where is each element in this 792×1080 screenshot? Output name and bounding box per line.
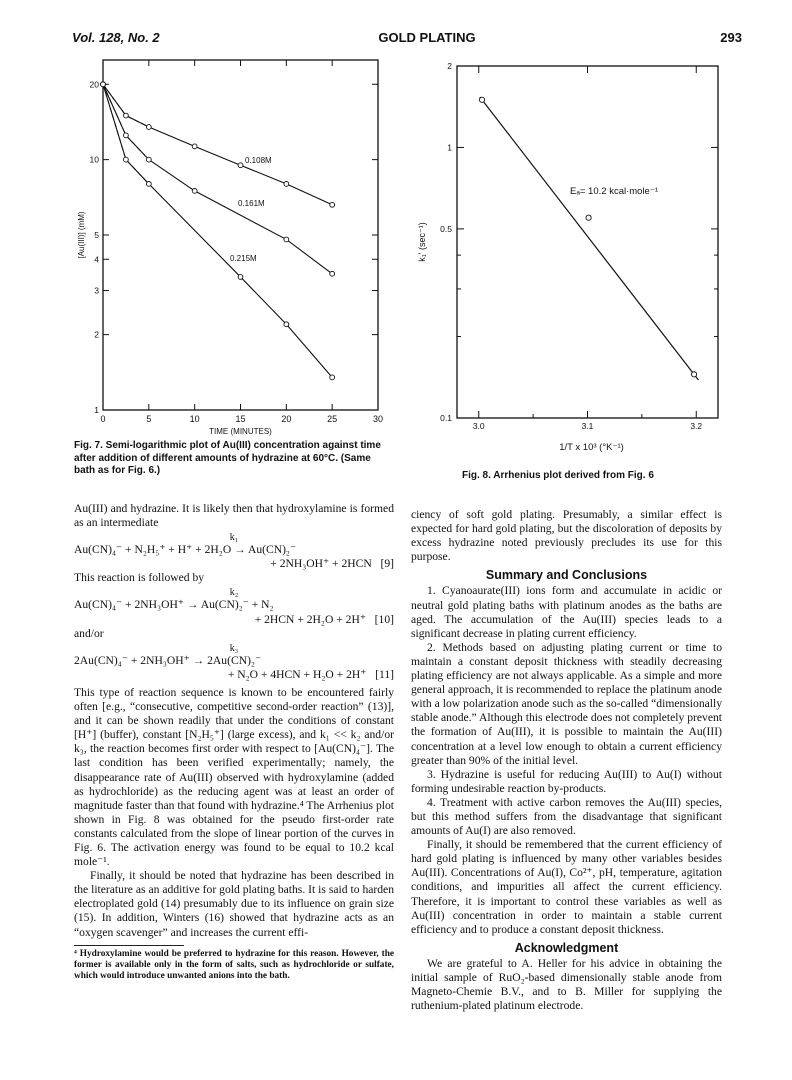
conclusion-item: 1. Cyanoaurate(III) ions form and accumulate in acidic or neutral gold plating baths with platinum anodes as the baths are aged. The accumulation of the Au(III) species leads to a significant decrease in plating current efficiency.	[411, 584, 722, 640]
figure-8-chart	[400, 48, 730, 468]
header-title: GOLD PLATING	[378, 30, 476, 45]
series-line	[103, 84, 332, 377]
equation-11-number: [11]	[375, 667, 394, 681]
plot-frame	[103, 60, 378, 410]
x-tick-label: 3.1	[581, 421, 594, 431]
y-axis-label: [Au(III)] (mM)	[77, 211, 86, 259]
data-point	[192, 189, 197, 194]
section-heading-summary: Summary and Conclusions	[485, 568, 648, 583]
y-axis-label: k₁' (sec⁻¹)	[417, 222, 427, 262]
x-axis-label: 1/T x 10³ (°K⁻¹)	[559, 442, 624, 453]
paragraph: Finally, it should be remembered that the current efficiency of hard gold plating is influenced by many other variables besides Au(III). Concentrations of Au(I), Co²⁺, pH, temperature, agitation conditions, and impurities all affect the current efficiency. Therefore, it is important to control these variables as well as Au(III) concentration in order to maintain a stable current efficiency and to produce a constant deposit thickness.	[411, 838, 722, 936]
data-point	[124, 157, 129, 162]
series-label: 0.161M	[238, 199, 265, 208]
data-point	[284, 322, 289, 327]
header-volume: Vol. 128, No. 2	[72, 30, 160, 45]
data-point	[330, 271, 335, 276]
series-line	[103, 84, 332, 205]
footnote: ⁴ Hydroxylamine would be preferred to hydrazine for this reason. However, the former is available only in the form of salts, such as hydrochloride or sulfate, which would introduce unwanted anions into the bath.	[74, 948, 394, 981]
x-tick-label: 3.2	[690, 421, 703, 431]
y-tick-label: 2	[447, 61, 452, 71]
paragraph: We are grateful to A. Heller for his advice in obtaining the initial sample of RuO₂-based dimensionally stable anode from Magneto-Chemie B.V., and to B. Miller for supplying the ruthenium-plated platinum electrode.	[411, 956, 722, 1013]
conclusion-item: 4. Treatment with active carbon removes the Au(III) species, but this method suffers from the disadvantage that significant amounts of Au(I) are also removed.	[411, 795, 722, 838]
x-tick-label: 10	[189, 414, 200, 424]
y-tick-label: 0.5	[440, 223, 452, 234]
equation-9-number: [9]	[380, 557, 394, 571]
data-point	[284, 237, 289, 242]
equation-9-line-2: + 2NH₃OH⁺ + 2HCN	[270, 557, 372, 571]
series-line	[103, 84, 332, 274]
equation-10-number: [10]	[374, 612, 394, 626]
equation-10-line-2: + 2HCN + 2H₂O + 2H⁺	[254, 612, 366, 626]
paragraph: ciency of soft gold plating. Presumably, a similar effect is expected for hard gold plating, but the discoloration of deposits by excess hydrazine noted previously precludes its use for this purpose.	[411, 508, 722, 564]
footnote-rule	[74, 945, 184, 946]
equation-11-line-2: + N₂O + 4HCN + H₂O + 2H⁺	[227, 667, 367, 681]
x-tick-label: 5	[146, 414, 152, 424]
data-point	[238, 275, 243, 280]
series-initial-dashed-line	[103, 84, 149, 159]
section-heading-acknowledgment: Acknowledgment	[514, 940, 619, 955]
right-column	[411, 508, 722, 1013]
y-tick-label: 1	[94, 405, 99, 415]
x-tick-label: 25	[327, 414, 338, 424]
y-tick-label: 5	[94, 230, 99, 240]
equation-11-line-1: 2Au(CN)₄⁻ + 2NH₃OH⁺ → 2Au(CN)₂⁻	[74, 653, 262, 667]
data-point	[284, 181, 289, 186]
data-point	[146, 157, 151, 162]
equation-10-line-1: Au(CN)₄⁻ + 2NH₃OH⁺ → Au(CN)₂⁻ + N₂	[74, 598, 274, 612]
data-point	[101, 82, 106, 87]
y-tick-label: 1	[447, 142, 452, 153]
paragraph: Finally, it should be noted that hydrazine has been described in the literature as an additive for gold plating baths. It is said to harden electroplated gold (14) presumably due to its influence on grain size (15). In addition, Winters (16) showed that hydrazine acts as an “oxygen scavenger” and increases the current effi-	[74, 869, 394, 939]
activation-energy-annotation: Eₐ= 10.2 kcal·mole⁻¹	[570, 186, 659, 197]
x-tick-label: 15	[235, 414, 246, 424]
left-column	[74, 502, 394, 982]
conclusion-item: 3. Hydrazine is useful for reducing Au(III) to Au(I) without forming undesirable reaction by-products.	[411, 767, 722, 795]
data-point	[330, 375, 335, 380]
data-point	[146, 125, 151, 130]
rate-constant-k2: k₂	[229, 587, 239, 599]
data-point	[192, 144, 197, 149]
x-tick-label: 20	[281, 414, 292, 424]
x-tick-label: 0	[100, 414, 106, 424]
rate-constant-k1: k₁	[229, 532, 239, 544]
data-point	[479, 97, 484, 102]
rate-constant-k3: k₃	[229, 642, 239, 654]
data-point	[238, 163, 243, 168]
figure-7-caption: Fig. 7. Semi-logarithmic plot of Au(III) concentration against time after addition of different amounts of hydrazine at 60°C. (Same bath as for Fig. 6.)	[74, 440, 381, 476]
paragraph: and/or	[74, 626, 104, 640]
paragraph: Au(III) and hydrazine. It is likely then that hydroxylamine is formed as an intermediate	[74, 502, 394, 530]
x-tick-label: 3.0	[472, 421, 485, 431]
figure-8-caption: Fig. 8. Arrhenius plot derived from Fig. 6	[462, 470, 654, 481]
y-tick-label: 0.1	[440, 413, 452, 423]
paragraph: This type of reaction sequence is known to be encountered fairly often [e.g., “consecutive, competitive second-order reaction” (13)], and it can be shown readily that under the conditions of constant [H⁺] (buffer), constant [N₂H₅⁺] (large excess), and k₁ << k₂ and/or k₃, the reaction becomes first order with respect to [Au(CN)₄⁻]. The last condition has been verified experimentally; namely, the disappearance rate of Au(III) observed with hydroxylamine (added as hydrochloride) as the reducing agent was at least an order of magnitude faster than that found with hydrazine.⁴ The Arrhenius plot shown in Fig. 8 was obtained for the pseudo first-order rate constants calculated from the slope of linear portion of the curves in Fig. 6. The activation energy was found to be equal to 10.2 kcal mole⁻¹.	[74, 685, 394, 869]
data-point	[691, 372, 696, 377]
data-point	[124, 113, 129, 118]
data-point	[146, 181, 151, 186]
equation-9-line-1: Au(CN)₄⁻ + N₂H₅⁺ + H⁺ + 2H₂O → Au(CN)₂⁻	[74, 543, 297, 557]
data-point	[330, 202, 335, 207]
y-tick-label: 10	[89, 154, 99, 165]
y-tick-label: 20	[89, 79, 99, 90]
fit-line	[480, 97, 699, 380]
y-tick-label: 2	[94, 329, 99, 340]
figure-7-chart	[70, 48, 390, 438]
paragraph: This reaction is followed by	[74, 571, 205, 585]
y-tick-label: 4	[94, 254, 99, 265]
series-label: 0.215M	[230, 254, 257, 263]
y-tick-label: 3	[94, 285, 99, 296]
header-page-number: 293	[720, 30, 742, 45]
x-tick-label: 30	[372, 414, 384, 424]
data-point	[586, 215, 591, 220]
series-label: 0.108M	[245, 156, 272, 165]
conclusion-item: 2. Methods based on adjusting plating current or time to maintain a constant deposit thickness with steadily decreasing plating efficiency are not always applicable. As a simple and more general approach, it is recommended to replace the platinum anode with a low polarization anode such as the so-called “dimensionally stable anode.” Although this electrode does not completely prevent the formation of Au(III), it is possible to maintain the Au(III) concentration at a level low enough to obtain a current efficiency greater than 90% of the initial level.	[411, 640, 722, 767]
data-point	[124, 133, 129, 138]
x-axis-label: TIME (MINUTES)	[209, 427, 272, 436]
